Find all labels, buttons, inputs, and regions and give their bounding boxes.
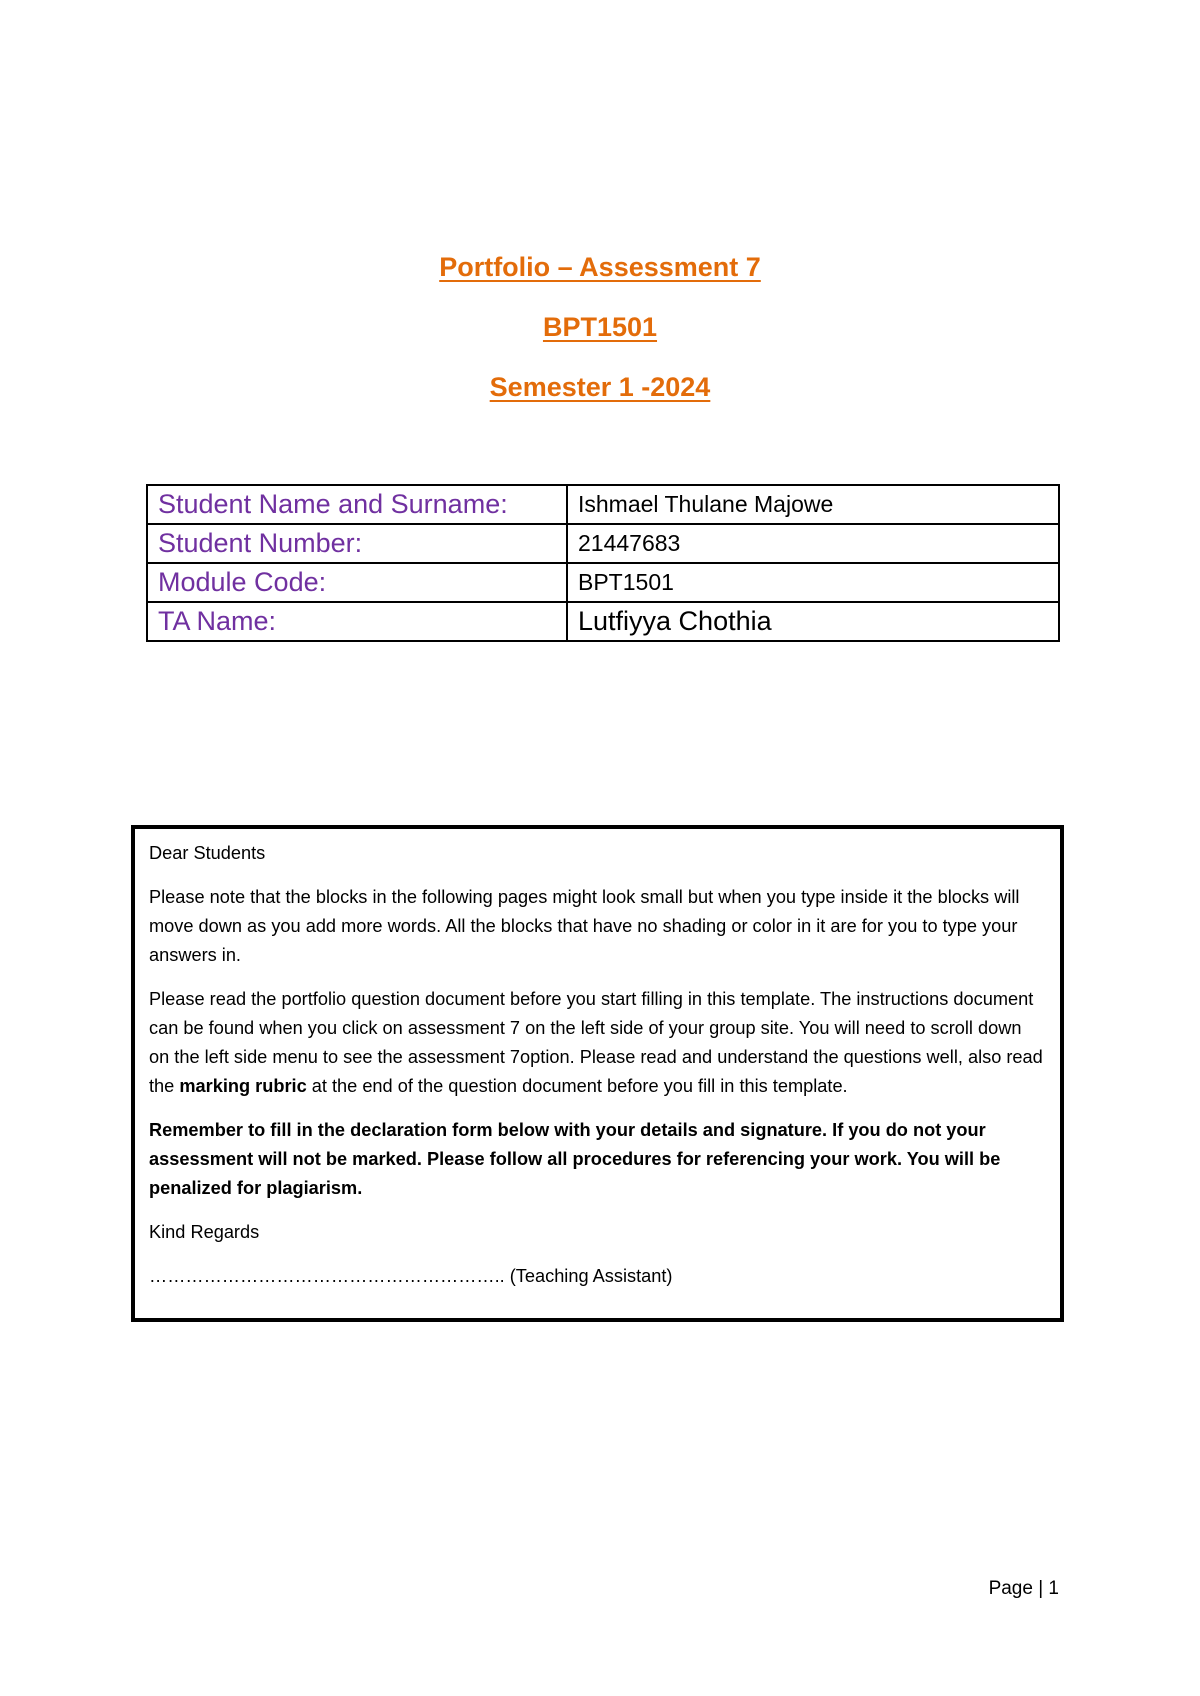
semester-heading: Semester 1 -2024 xyxy=(489,372,711,402)
notice-greeting: Dear Students xyxy=(149,843,266,863)
document-title: Portfolio – Assessment 7 xyxy=(439,252,761,282)
table-row xyxy=(147,563,1059,602)
student-number-value: 21447683 xyxy=(567,524,1059,563)
notice-closing: Kind Regards xyxy=(149,1222,260,1242)
notice-paragraph-2 xyxy=(149,985,1046,1101)
module-code-label: Module Code: xyxy=(147,563,567,602)
ta-name-label: TA Name: xyxy=(147,602,567,641)
declaration-warning: Remember to fill in the declaration form below with your details and signature. If you do not your assessment will not be marked. Please follow all procedures for referencing your work. You will be penalized for plagiarism. xyxy=(149,1120,1001,1198)
student-info-table xyxy=(146,484,1060,642)
table-row xyxy=(147,524,1059,563)
signature-line: ………………………………………………….. (Teaching Assistant) xyxy=(149,1266,673,1286)
module-code-value: BPT1501 xyxy=(567,563,1059,602)
page-number: Page | 1 xyxy=(988,1578,1059,1599)
student-name-label: Student Name and Surname: xyxy=(147,485,567,524)
student-number-label: Student Number: xyxy=(147,524,567,563)
student-name-value: Ishmael Thulane Majowe xyxy=(567,485,1059,524)
table-row xyxy=(147,602,1059,641)
notice-paragraph-1: Please note that the blocks in the following pages might look small but when you type inside it the blocks will move down as you add more words. All the blocks that have no shading or color in it are for you to type your answers in. xyxy=(149,887,1020,965)
notice-box xyxy=(131,825,1064,1322)
marking-rubric-emphasis: marking rubric xyxy=(179,1076,307,1096)
notice-paragraph-2-text: Please read the portfolio question document before you start filling in this template. The instructions document can be found when you click on assessment 7 on the left side of your group site. You will need to scroll down on the left side menu to see the assessment 7option. Please read and understand the questions well, also read the xyxy=(149,989,1043,1096)
ta-name-value: Lutfiyya Chothia xyxy=(567,602,1059,641)
table-row xyxy=(147,485,1059,524)
notice-paragraph-3 xyxy=(149,1116,1046,1203)
notice-paragraph-2-text-end: at the end of the question document before you fill in this template. xyxy=(306,1076,848,1096)
module-code-heading: BPT1501 xyxy=(542,312,658,342)
